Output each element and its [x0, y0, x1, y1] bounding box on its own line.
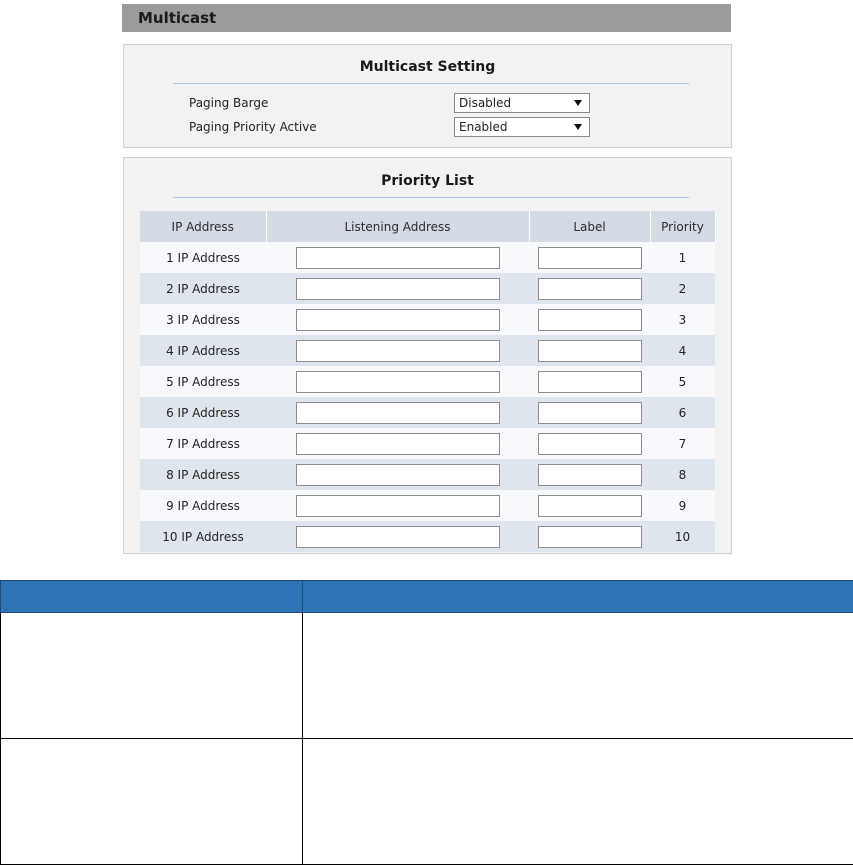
priority-value: 4 [650, 335, 715, 366]
label-cell [529, 366, 650, 397]
description-row [1, 613, 853, 739]
table-row [140, 242, 715, 273]
ip-address-name: 9 IP Address [140, 490, 266, 521]
table-header-row [140, 211, 715, 242]
priority-table [140, 211, 716, 552]
multicast-setting-title: Multicast Setting [359, 59, 496, 75]
table-row [140, 490, 715, 521]
description-cell [303, 613, 853, 739]
listening-address-cell [266, 366, 529, 397]
description-cell [1, 739, 303, 865]
listening-address-cell [266, 428, 529, 459]
listening-address-cell [266, 459, 529, 490]
label-input[interactable] [538, 464, 642, 486]
paging-barge-value: Disabled [459, 96, 512, 110]
priority-value: 8 [650, 459, 715, 490]
label-input[interactable] [538, 402, 642, 424]
label-input[interactable] [538, 309, 642, 331]
multicast-panel [118, 0, 735, 568]
priority-value: 9 [650, 490, 715, 521]
table-row [140, 397, 715, 428]
column-header-ip-address: IP Address [140, 211, 266, 242]
listening-address-cell [266, 521, 529, 552]
listening-address-cell [266, 397, 529, 428]
column-header-listening-address: Listening Address [266, 211, 529, 242]
priority-value: 1 [650, 242, 715, 273]
ip-address-name: 5 IP Address [140, 366, 266, 397]
listening-address-input[interactable] [296, 464, 500, 486]
description-header-cell [303, 581, 853, 613]
label-cell [529, 459, 650, 490]
label-input[interactable] [538, 340, 642, 362]
dropdown-arrow-icon [574, 100, 582, 106]
description-row [1, 739, 853, 865]
table-row [140, 459, 715, 490]
label-input[interactable] [538, 433, 642, 455]
description-cell [303, 739, 853, 865]
label-cell [529, 428, 650, 459]
table-row [140, 428, 715, 459]
paging-barge-select[interactable] [454, 93, 590, 113]
listening-address-input[interactable] [296, 526, 500, 548]
section-header [122, 4, 731, 32]
listening-address-cell [266, 490, 529, 521]
listening-address-cell [266, 273, 529, 304]
listening-address-cell [266, 242, 529, 273]
ip-address-name: 1 IP Address [140, 242, 266, 273]
table-row [140, 304, 715, 335]
listening-address-input[interactable] [296, 495, 500, 517]
label-input[interactable] [538, 495, 642, 517]
ip-address-name: 2 IP Address [140, 273, 266, 304]
multicast-setting-box [123, 44, 732, 148]
ip-address-name: 3 IP Address [140, 304, 266, 335]
label-cell [529, 335, 650, 366]
label-input[interactable] [538, 371, 642, 393]
table-row [140, 273, 715, 304]
label-cell [529, 521, 650, 552]
label-cell [529, 273, 650, 304]
priority-value: 10 [650, 521, 715, 552]
priority-value: 5 [650, 366, 715, 397]
label-cell [529, 490, 650, 521]
description-header-row [1, 581, 853, 613]
listening-address-cell [266, 335, 529, 366]
priority-value: 6 [650, 397, 715, 428]
table-row [140, 521, 715, 552]
priority-value: 7 [650, 428, 715, 459]
title-divider [173, 83, 689, 84]
page-title: Multicast [138, 9, 217, 27]
ip-address-name: 7 IP Address [140, 428, 266, 459]
paging-barge-label: Paging Barge [189, 96, 269, 110]
label-input[interactable] [538, 247, 642, 269]
description-cell [1, 613, 303, 739]
listening-address-input[interactable] [296, 433, 500, 455]
label-cell [529, 397, 650, 428]
ip-address-name: 8 IP Address [140, 459, 266, 490]
label-input[interactable] [538, 278, 642, 300]
title-divider [173, 197, 689, 198]
label-cell [529, 304, 650, 335]
description-table [0, 580, 853, 865]
priority-list-box [123, 157, 732, 554]
listening-address-input[interactable] [296, 247, 500, 269]
listening-address-input[interactable] [296, 340, 500, 362]
label-input[interactable] [538, 526, 642, 548]
table-row [140, 366, 715, 397]
description-header-cell [1, 581, 303, 613]
paging-priority-active-label: Paging Priority Active [189, 120, 317, 134]
listening-address-input[interactable] [296, 402, 500, 424]
priority-list-title: Priority List [381, 173, 474, 189]
dropdown-arrow-icon [574, 124, 582, 130]
label-cell [529, 242, 650, 273]
listening-address-input[interactable] [296, 278, 500, 300]
column-header-priority: Priority [650, 211, 715, 242]
ip-address-name: 10 IP Address [140, 521, 266, 552]
paging-priority-active-value: Enabled [459, 120, 508, 134]
column-header-label: Label [529, 211, 650, 242]
priority-value: 2 [650, 273, 715, 304]
ip-address-name: 6 IP Address [140, 397, 266, 428]
listening-address-cell [266, 304, 529, 335]
paging-priority-active-select[interactable] [454, 117, 590, 137]
listening-address-input[interactable] [296, 371, 500, 393]
listening-address-input[interactable] [296, 309, 500, 331]
ip-address-name: 4 IP Address [140, 335, 266, 366]
table-row [140, 335, 715, 366]
priority-value: 3 [650, 304, 715, 335]
